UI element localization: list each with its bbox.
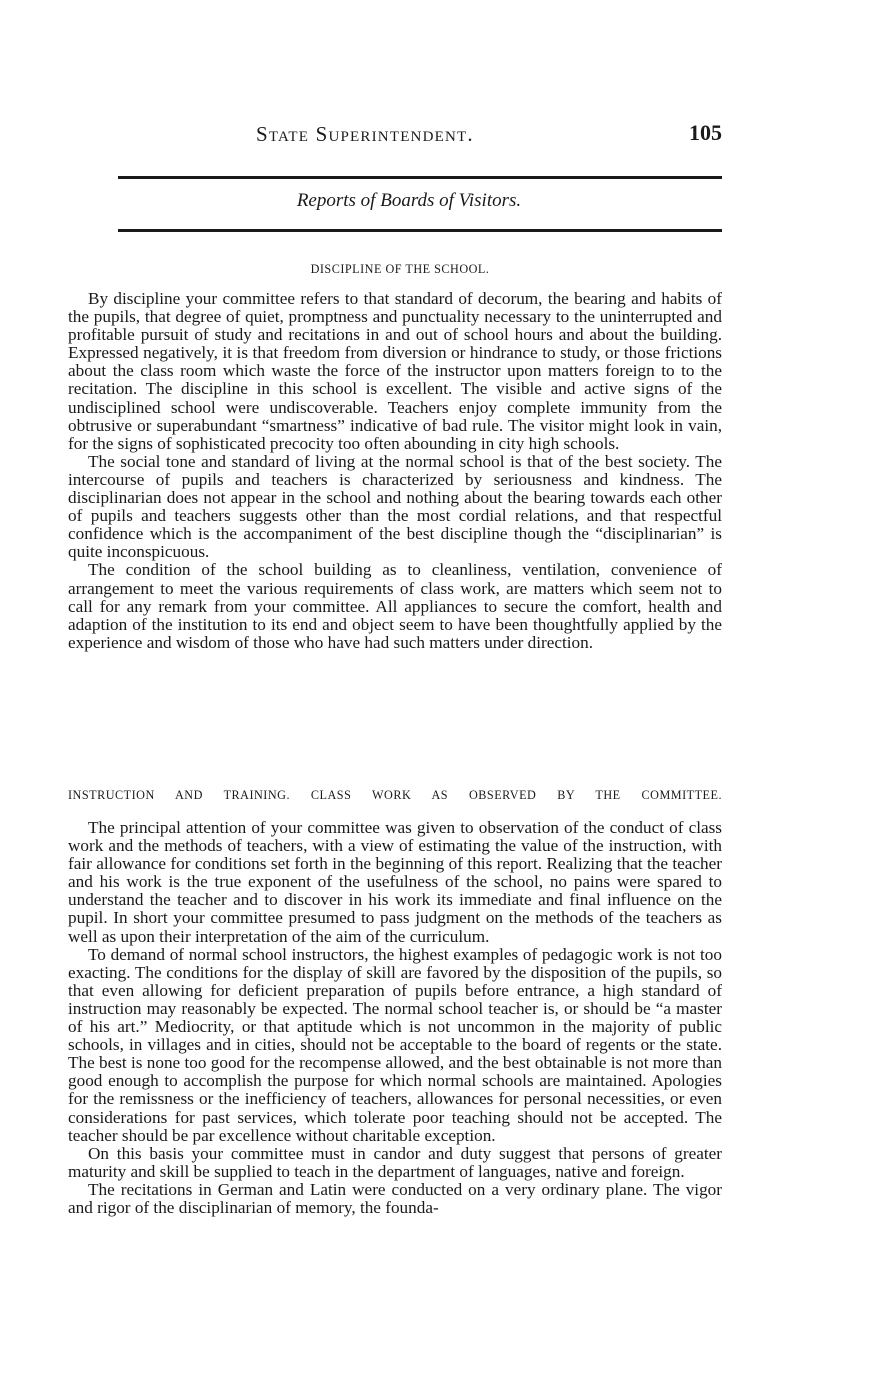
discipline-section-text xyxy=(68,290,722,652)
section-heading-discipline: DISCIPLINE OF THE SCHOOL. xyxy=(310,262,490,276)
section-subtitle: Reports of Boards of Visitors. xyxy=(296,190,522,211)
paragraph: The social tone and standard of living at the normal school is that of the best society. The intercourse of pupils and teachers is characterized by seriousness and kindness. The disciplinarian does not appear in the school and nothing about the bearing towards each other of pupils and teachers suggests other than the most cordial relations, and that respectful confidence which is the accompaniment of the best discipline though the “disciplinarian” is quite inconspicuous. xyxy=(68,451,722,562)
instruction-section-text xyxy=(68,819,722,1217)
paragraph: The principal attention of your committee was given to observation of the conduct of class work and the methods of teachers, with a view of estimating the value of the instruction, with fair allowance for conditions set forth in the beginning of this report. Realizing that the teacher and his work is the true exponent of the usefulness of the school, no pains were spared to understand the teacher and to discover in his work its immediate and final influence on the pupil. In short your committee presumed to pass judgment on the methods of the teachers as well as upon their interpretation of the aim of the curriculum. xyxy=(68,818,722,946)
paragraph: The recitations in German and Latin were conducted on a very ordinary plane. The vigor and rigor of the disciplinarian of memory, the founda- xyxy=(68,1179,722,1217)
running-title: State Superintendent. xyxy=(256,122,474,146)
paragraph: To demand of normal school instructors, the highest examples of pedagogic work is not too exacting. The conditions for the display of skill are favored by the disposition of the pupils, so that even allowing for deficient preparation of pupils before entrance, a high standard of instruction may reasonably be expected. The normal school teacher is, or should be “a master of his art.” Mediocrity, or that aptitude which is not uncommon in the majority of public schools, in villages and in cities, should not be acceptable to the board of regents or the state. The best is none too good for the recompense allowed, and the best obtainable is not more than good enough to accomplish the purpose for which normal schools are maintained. Apologies for the remissness or the inefficiency of teachers, allowances for personal necessities, or even considerations for past services, which tolerate poor teaching should not be accepted. The teacher should be par excellence without charitable exception. xyxy=(68,944,722,1145)
section-heading-instruction: INSTRUCTION AND TRAINING. CLASS WORK AS OBSERVED BY THE COMMITTEE. xyxy=(68,788,722,802)
paragraph: On this basis your committee must in candor and duty suggest that persons of greater maturity and skill be supplied to teach in the department of languages, native and foreign. xyxy=(68,1143,722,1181)
top-rule xyxy=(118,176,722,179)
running-head xyxy=(68,122,722,150)
page-number: 105 xyxy=(689,120,722,145)
document-page xyxy=(68,0,722,1380)
paragraph: The condition of the school building as to cleanliness, ventilation, convenience of arrangement to meet the various requirements of class work, are matters which seem not to call for any remark from your committee. All appliances to secure the comfort, health and adaption of the institution to its end and object seem to have been thoughtfully applied by the experience and wisdom of those who have had such matters under direction. xyxy=(68,560,722,652)
paragraph: By discipline your committee refers to that standard of decorum, the bearing and habits of the pupils, that degree of quiet, promptness and punctuality necessary to the uninterrupted and profitable pursuit of study and recitations in and out of school hours and about the building. Expressed negatively, it is that freedom from diversion or hindrance to study, or those frictions about the class room which waste the force of the instructor upon matters foreign to to the recitation. The discipline in this school is excellent. The visible and active signs of the undisciplined school were undiscoverable. Teachers enjoy complete immunity from the obtrusive or superabundant “smartness” indicative of bad rule. The visitor might look in vain, for the signs of sophisticated precocity too often abounding in city high schools. xyxy=(68,289,722,453)
bottom-rule xyxy=(118,229,722,232)
